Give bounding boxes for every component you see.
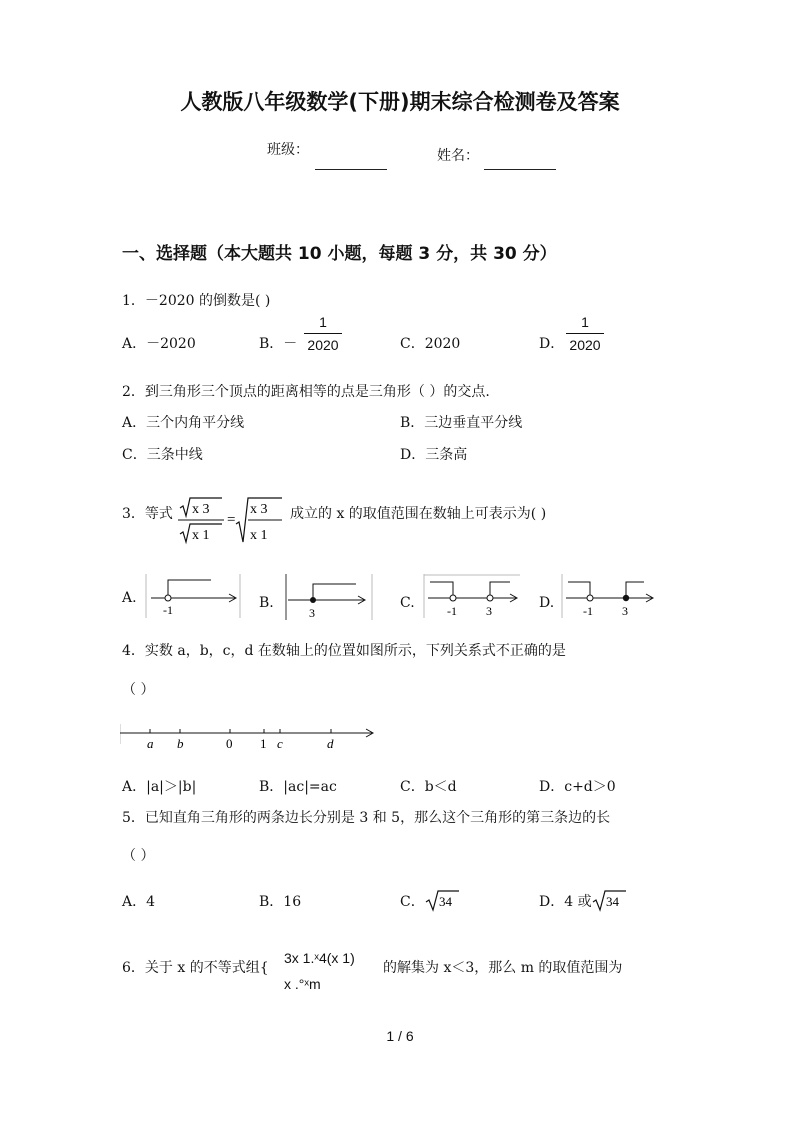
- tick-label: -1: [447, 604, 457, 618]
- radicand: 34: [439, 894, 452, 909]
- q3-option-c-label: C.: [400, 595, 415, 611]
- question-3-suffix: 成立的 x 的取值范围在数轴上可表示为( ): [290, 506, 547, 522]
- question-6-suffix: 的解集为 x＜3，那么 m 的取值范围为: [383, 960, 623, 976]
- q1-option-b-fraction: [304, 312, 342, 355]
- q3-equals: =: [227, 512, 236, 528]
- fraction-numerator: 1: [319, 314, 327, 330]
- solution-ray: [626, 582, 644, 596]
- fraction-denominator: 2020: [307, 337, 339, 353]
- q3-lhs-denominator: x 1: [192, 528, 210, 543]
- q3-option-a-label: A.: [122, 590, 137, 606]
- q3-option-b-numberline: [280, 574, 376, 622]
- name-label: 姓名：: [437, 148, 479, 164]
- open-circle-icon: [587, 595, 593, 601]
- class-label: 班级：: [267, 142, 309, 158]
- tick-label: 3: [486, 604, 492, 618]
- question-4-paren: （ ）: [122, 682, 155, 698]
- page-title: 人教版八年级数学(下册)期末综合检测卷及答案: [180, 90, 620, 114]
- question-2-stem: 2．到三角形三个顶点的距离相等的点是三角形（ ）的交点.: [122, 384, 490, 400]
- q5-option-b: B．16: [259, 894, 302, 910]
- tick-label: 3: [309, 606, 315, 620]
- q3-option-c-numberline: [420, 574, 522, 620]
- solution-ray: [430, 582, 453, 596]
- q3-rhs-denominator: x 1: [250, 528, 268, 543]
- label-0: 0: [226, 736, 233, 751]
- q2-option-b: B．三边垂直平分线: [400, 415, 523, 431]
- q1-option-b-prefix: B．－: [259, 336, 298, 352]
- q4-numberline: [120, 722, 380, 752]
- fraction-bar: [566, 333, 604, 334]
- q3-option-d-numberline: [558, 574, 658, 620]
- fraction-bar: [304, 333, 342, 334]
- solution-ray: [168, 580, 211, 596]
- solution-ray: [568, 582, 590, 596]
- class-blank[interactable]: [315, 168, 387, 170]
- q4-option-a: A．|a|＞|b|: [122, 779, 197, 795]
- q5-option-d: D．4 或: [539, 894, 592, 910]
- q3-lhs-numerator: x 3: [192, 502, 210, 517]
- filled-circle-icon: [310, 597, 316, 603]
- label-1: 1: [260, 736, 267, 751]
- solution-ray: [313, 584, 356, 598]
- name-blank[interactable]: [484, 168, 556, 170]
- open-circle-icon: [165, 595, 171, 601]
- fraction-numerator: 1: [581, 314, 589, 330]
- q6-system-line1: 3x 1.ˣ4(x 1): [284, 950, 355, 966]
- q5-option-c: C．: [400, 894, 425, 910]
- open-circle-icon: [487, 595, 493, 601]
- label-a: a: [147, 736, 154, 751]
- q4-option-c: C．b＜d: [400, 779, 457, 795]
- q5-option-c-radical: [424, 888, 460, 912]
- q2-option-a: A．三个内角平分线: [122, 415, 245, 431]
- q3-option-b-label: B.: [259, 595, 274, 611]
- q6-system-line2: x .°ˣm: [284, 976, 321, 992]
- tick-label: 3: [622, 604, 628, 618]
- q2-option-d: D．三条高: [400, 447, 468, 463]
- q4-option-b: B．|ac|=ac: [259, 779, 337, 795]
- q3-rhs-numerator: x 3: [250, 502, 268, 517]
- q3-option-d-label: D.: [539, 595, 555, 611]
- question-1-stem: 1．－2020 的倒数是( ): [122, 293, 271, 309]
- label-c: c: [277, 736, 283, 751]
- fraction-denominator: 2020: [569, 337, 601, 353]
- label-d: d: [327, 736, 334, 751]
- open-circle-icon: [450, 595, 456, 601]
- radicand: 34: [606, 894, 619, 909]
- q4-option-d: D．c+d＞0: [539, 779, 616, 795]
- q1-option-a: A．－2020: [122, 336, 196, 352]
- q5-option-d-radical: [591, 888, 627, 912]
- q5-option-a: A．4: [122, 894, 156, 910]
- filled-circle-icon: [623, 595, 629, 601]
- tick-label: -1: [163, 603, 173, 617]
- solution-ray: [490, 582, 510, 596]
- tick-label: -1: [583, 604, 593, 618]
- question-5-paren: （ ）: [122, 848, 155, 864]
- q1-option-c: C．2020: [400, 336, 461, 352]
- section-heading: 一、选择题（本大题共 10 小题，每题 3 分，共 30 分）: [122, 244, 557, 264]
- q3-equation: [174, 496, 286, 546]
- question-6-prefix: 6．关于 x 的不等式组{: [122, 960, 269, 976]
- question-5-stem: 5．已知直角三角形的两条边长分别是 3 和 5，那么这个三角形的第三条边的长: [122, 810, 611, 826]
- question-3-prefix: 3．等式: [122, 506, 173, 522]
- q1-option-d-prefix: D．: [539, 336, 565, 352]
- q3-option-a-numberline: [143, 574, 243, 620]
- question-4-stem: 4．实数 a，b，c，d 在数轴上的位置如图所示，下列关系式不正确的是: [122, 643, 566, 659]
- q1-option-d-fraction: [566, 312, 604, 355]
- label-b: b: [177, 736, 184, 751]
- q2-option-c: C．三条中线: [122, 447, 203, 463]
- page-number: 1 / 6: [386, 1028, 414, 1044]
